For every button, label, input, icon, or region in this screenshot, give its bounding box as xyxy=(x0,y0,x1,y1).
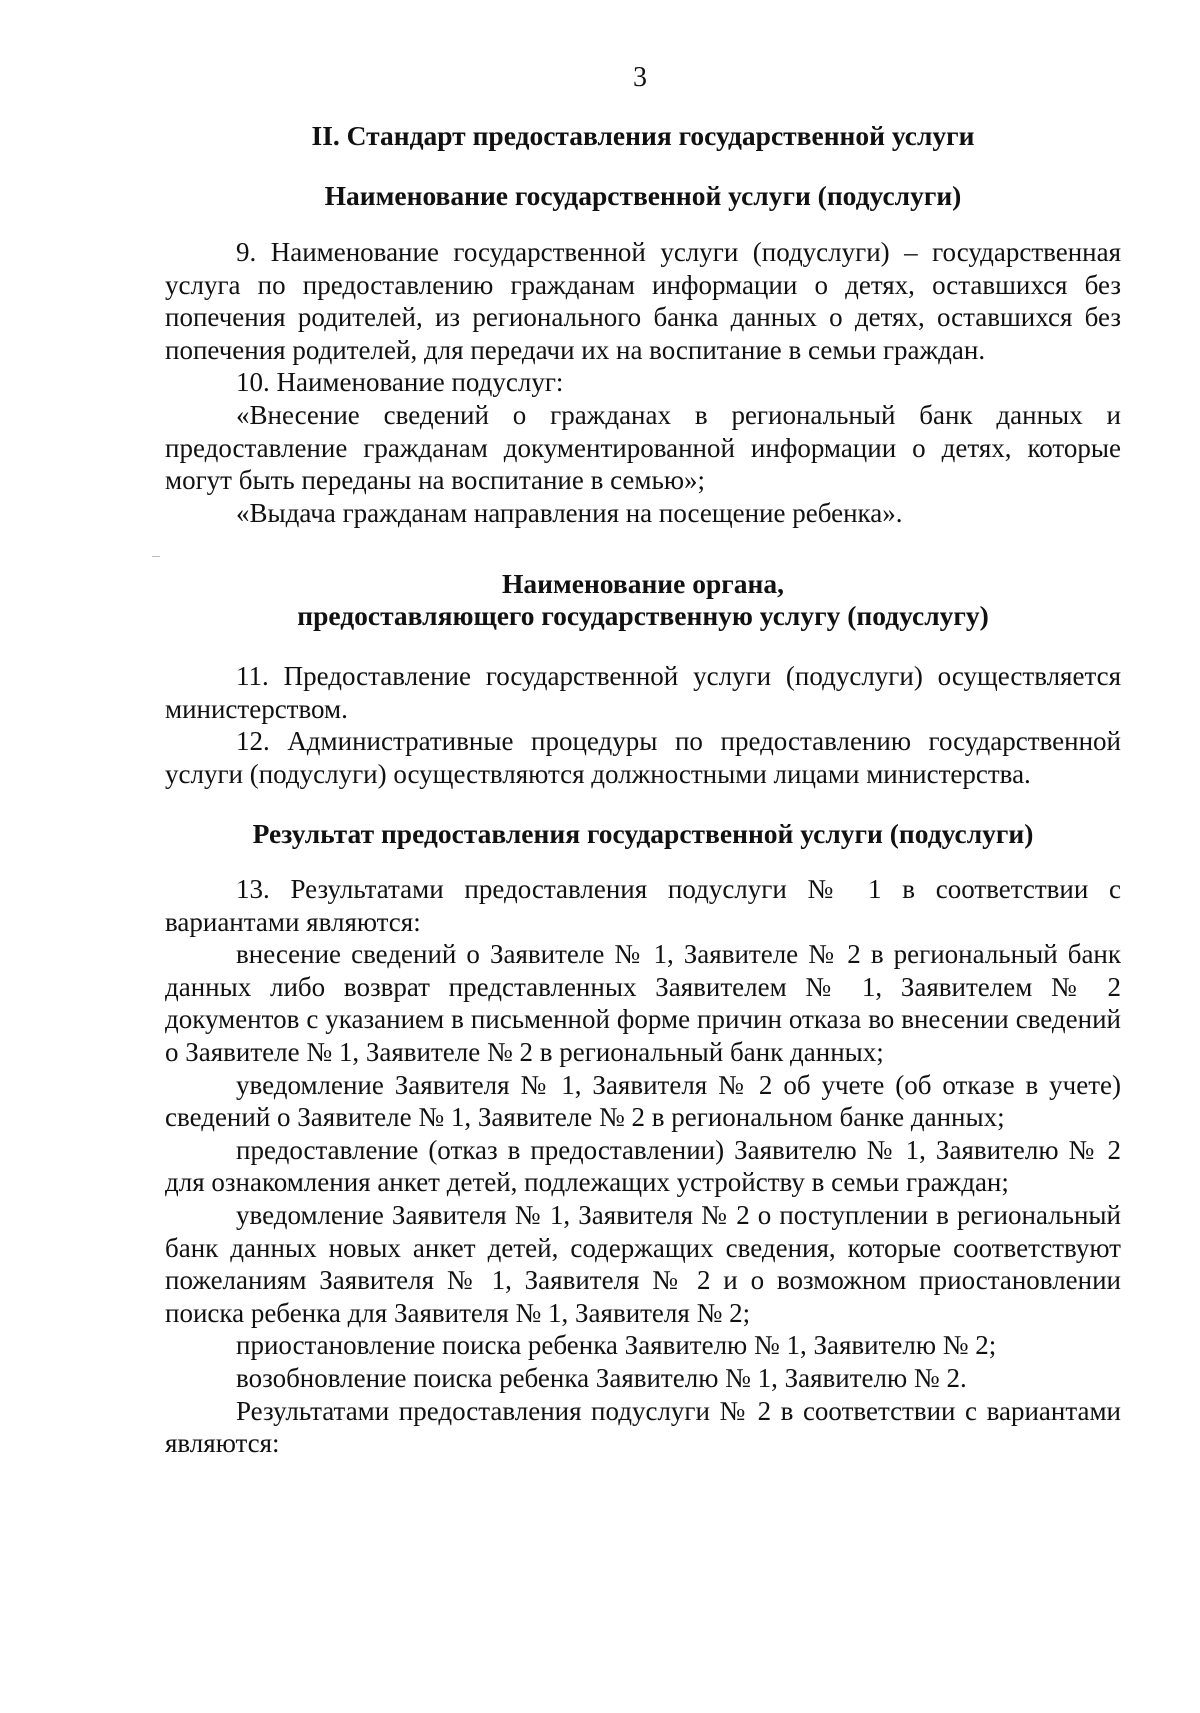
paragraph-13-item-7: Результатами предоставления подуслуги № 2 в соответствии с вариантами являются: xyxy=(165,1395,1121,1459)
heading-authority-line-1: Наименование органа, xyxy=(502,568,784,599)
scan-artifact xyxy=(152,556,160,557)
heading-service-name: Наименование государственной услуги (подуслуги) xyxy=(324,180,962,211)
paragraph-11: 11. Предоставление государственной услуги (подуслуги) осуществляется министерством. xyxy=(165,661,1121,724)
paragraph-13-item-5: приостановление поиска ребенка Заявителю № 1, Заявителю № 2; xyxy=(236,1330,997,1361)
paragraph-13-item-3: предоставление (отказ в предоставлении) Заявителю № 1, Заявителю № 2 для ознакомления анкет детей, подлежащих устройству в семьи граждан; xyxy=(165,1134,1121,1198)
section-9-block xyxy=(165,236,1121,529)
paragraph-13-item-2: уведомление Заявителя № 1, Заявителя № 2 об учете (об отказе в учете) сведений о Заявителе № 1, Заявителе № 2 в региональном банке данных; xyxy=(165,1069,1121,1133)
paragraph-10-item-1: «Внесение сведений о гражданах в региональный банк данных и предоставление гражданам документированной информации о детях, которые могут быть переданы на воспитание в семью»; xyxy=(165,399,1121,496)
page-number: 3 xyxy=(633,62,647,93)
section-13-block xyxy=(165,873,1121,1460)
paragraph-12: 12. Административные процедуры по предоставлению государственной услуги (подуслуги) осуществляются должностными лицами министерства. xyxy=(165,726,1121,789)
paragraph-10: 10. Наименование подуслуг: xyxy=(236,367,564,398)
paragraph-10-item-2: «Выдача гражданам направления на посещение ребенка». xyxy=(236,497,903,528)
section-title: II. Стандарт предоставления государственной услуги xyxy=(311,120,975,151)
paragraph-9: 9. Наименование государственной услуги (подуслуги) – государственная услуга по предоставлению гражданам информации о детях, оставшихся без попечения родителей, из регионального банка данных о детях, оставшихся без попечения родителей, для передачи их на воспитание в семьи граждан. xyxy=(165,237,1121,365)
paragraph-13-item-1: внесение сведений о Заявителе № 1, Заявителе № 2 в региональный банк данных либо возврат представленных Заявителем № 1, Заявителем № 2 документов с указанием в письменной форме причин отказа во внесении сведений о Заявителе № 1, Заявителе № 2 в региональный банк данных; xyxy=(165,939,1121,1067)
heading-result: Результат предоставления государственной услуги (подуслуги) xyxy=(252,818,1034,849)
paragraph-13-item-4: уведомление Заявителя № 1, Заявителя № 2 о поступлении в региональный банк данных новых анкет детей, содержащих сведения, которые соответствуют пожеланиям Заявителя № 1, Заявителя № 2 и о возможном приостановлении поиска ребенка для Заявителя № 1, Заявителя № 2; xyxy=(165,1199,1121,1328)
section-11-block xyxy=(165,660,1121,790)
heading-authority-line-2: предоставляющего государственную услугу (подуслугу) xyxy=(297,600,989,631)
paragraph-13-item-6: возобновление поиска ребенка Заявителю № 1, Заявителю № 2. xyxy=(236,1362,967,1393)
paragraph-13: 13. Результатами предоставления подуслуги № 1 в соответствии с вариантами являются: xyxy=(165,874,1121,937)
